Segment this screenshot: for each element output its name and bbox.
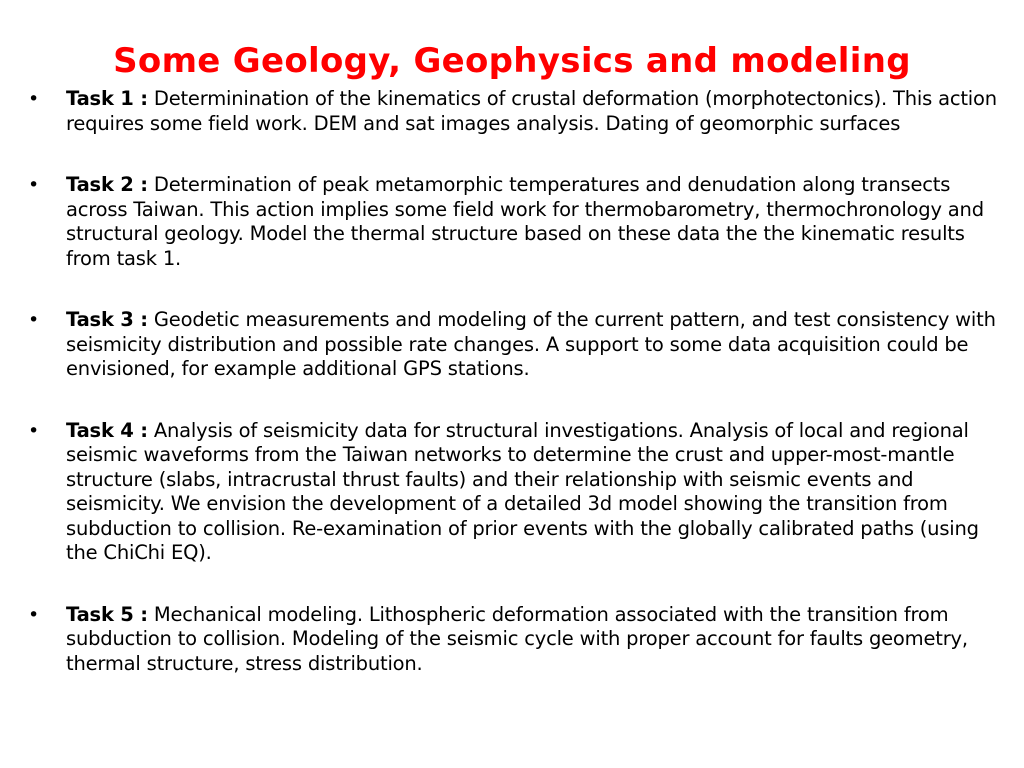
task-item-1 — [0, 87, 1024, 136]
task-label: Task 5 : — [66, 602, 148, 626]
bullet-icon: • — [28, 88, 40, 110]
task-label: Task 2 : — [66, 173, 148, 196]
bullet-icon: • — [28, 419, 40, 442]
task-item-5 — [0, 603, 1024, 677]
task-list — [0, 87, 1024, 676]
task-label: Task 1 : — [66, 87, 148, 110]
bullet-icon: • — [28, 603, 40, 626]
task-description: Determinination of the kinematics of crustal deformation (morphotectonics). This action requires some field work. DEM and sat images analysis. Dating of geomorphic surfaces — [66, 87, 997, 135]
task-description: Geodetic measurements and modeling of the current pattern, and test consistency with seismicity distribution and possible rate changes. A support to some data acquisition could be envisioned, for example additional GPS stations. — [66, 308, 996, 380]
bullet-icon: • — [28, 309, 40, 331]
bullet-icon: • — [28, 174, 40, 196]
slide-title: Some Geology, Geophysics and modeling — [113, 40, 911, 81]
task-item-4 — [0, 419, 1024, 566]
task-item-3 — [0, 308, 1024, 382]
task-label: Task 3 : — [66, 308, 148, 331]
task-description: Analysis of seismicity data for structural investigations. Analysis of local and regional seismic waveforms from the Taiwan networks to determine the crust and upper-most-mantle structure (slabs, intracrustal thrust faults) and their relationship with seismic events and seismicity. We envision the development of a detailed 3d model showing the transition from subduction to collision. Re-examination of prior events with the globally calibrated paths (using the ChiChi EQ). — [66, 418, 979, 564]
task-item-2 — [0, 173, 1024, 271]
task-label: Task 4 : — [66, 418, 148, 442]
task-description: Determination of peak metamorphic temperatures and denudation along transects across Taiwan. This action implies some field work for thermobarometry, thermochronology and structural geology. Model the thermal structure based on these data the the kinematic results from task 1. — [66, 173, 984, 270]
task-description: Mechanical modeling. Lithospheric deformation associated with the transition from subduction to collision. Modeling of the seismic cycle with proper account for faults geometry, thermal structure, stress distribution. — [66, 602, 968, 675]
